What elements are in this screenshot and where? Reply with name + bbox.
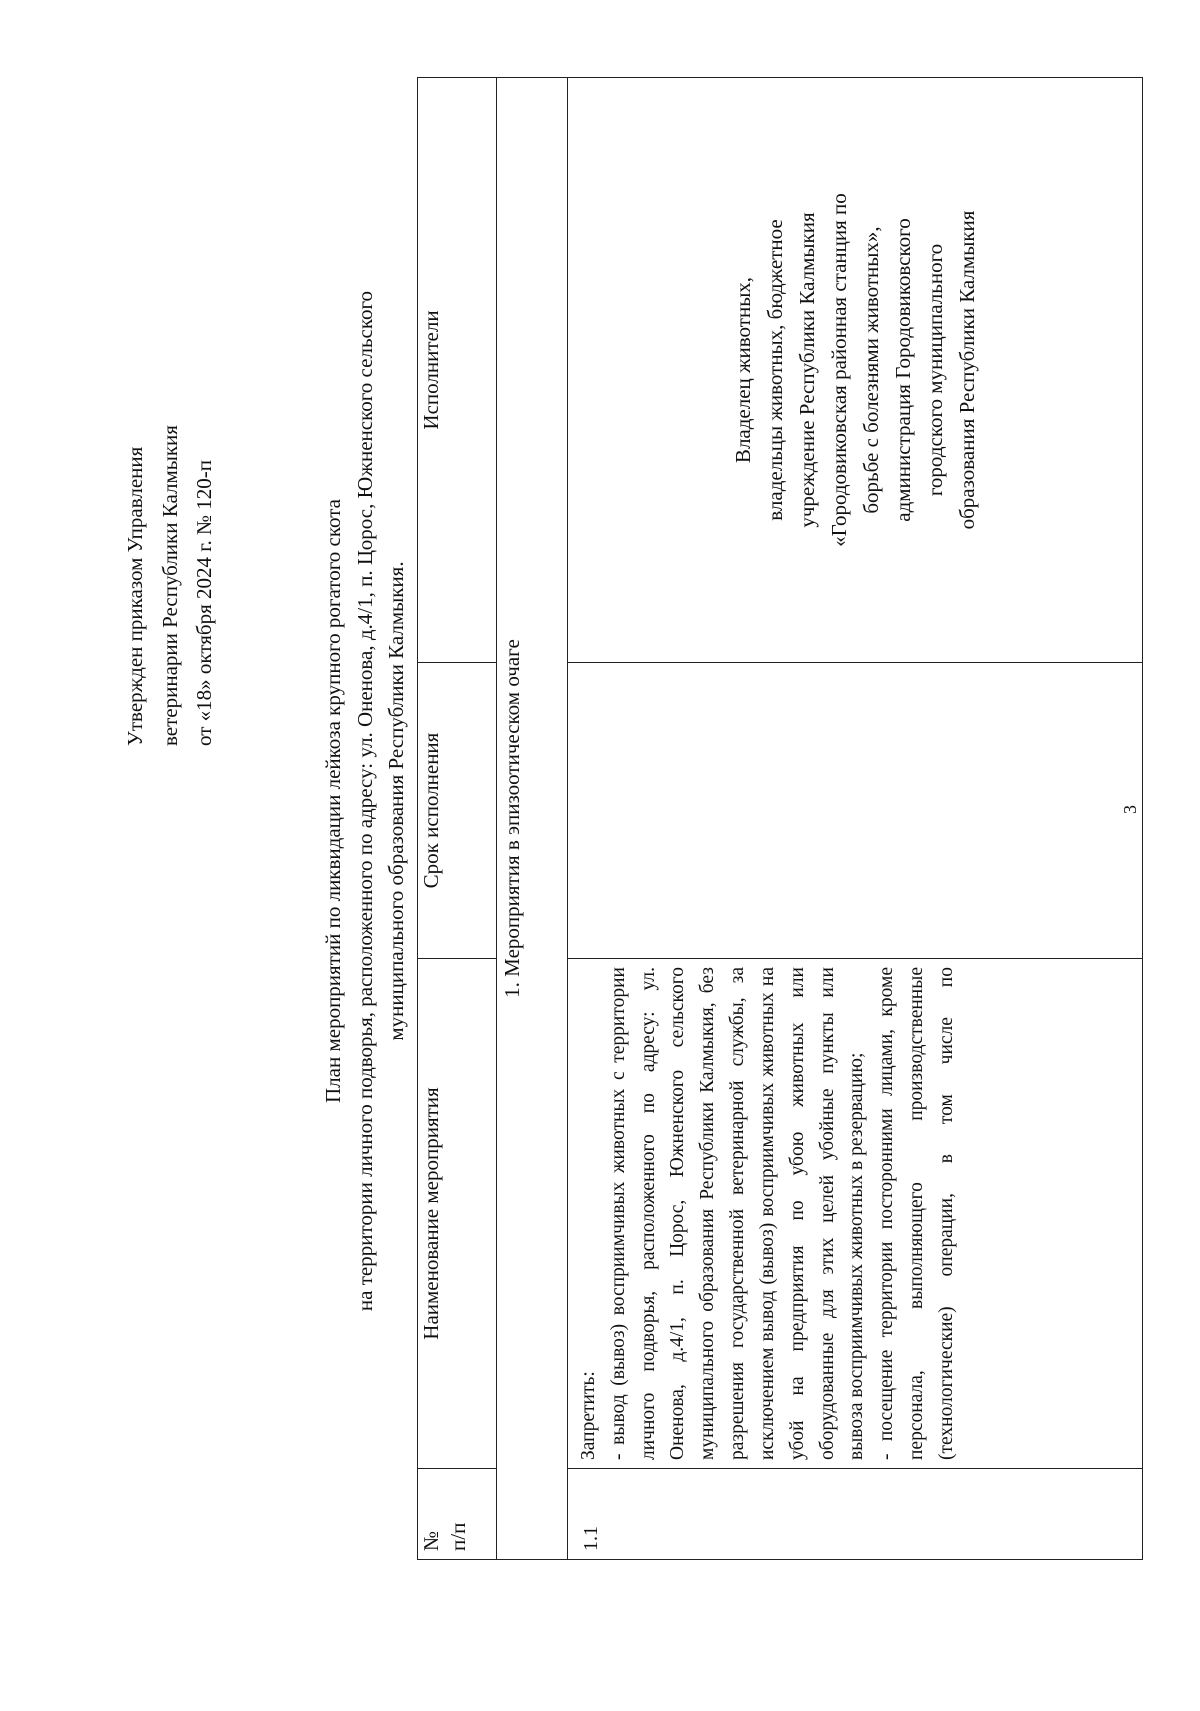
executor-line: учреждение Республики Калмыкия xyxy=(794,212,819,528)
row-term xyxy=(568,663,1143,959)
page-number: 3 xyxy=(1120,805,1140,814)
header-executors: Исполнители xyxy=(418,78,497,663)
approval-stamp xyxy=(118,106,222,746)
measure-item: - вывод (вывоз) восприимчивых животных с территории личного подворья, расположенного по адресу: ул. Оненова, д.4/1, п. Цорос, Южненского сельского муниципального образования Республики Калмыкия, без разрешения государственной ветеринарной службы, за исключением вывод (вывоз) восприимчивых животных на убой на предприятия по убою животных или оборудованные для этих целей убойные пункты или вывоза восприимчивых животных в резервацию; xyxy=(607,967,868,1460)
header-number: № п/п xyxy=(418,1469,497,1560)
plan-title-line: План мероприятий по ликвидации лейкоза крупного рогатого скота xyxy=(321,499,345,1103)
executor-line: образования Республики Калмыкия xyxy=(955,210,980,530)
approval-line: от «18» октября 2024 г. № 120-п xyxy=(192,460,217,746)
executor-line: борьбе с болезнями животных», xyxy=(859,226,883,514)
executor-line: «Городовиковская районная станция по xyxy=(826,193,851,547)
executor-line: владельцы животных, бюджетное xyxy=(762,219,787,521)
executor-line: Владелец животных, xyxy=(730,276,755,464)
executor-line: администрация Городовиковского xyxy=(891,218,916,522)
header-term: Срок исполнения xyxy=(418,663,497,959)
measure-intro: Запретить: xyxy=(578,1371,599,1460)
approval-line: ветеринарии Республики Калмыкия xyxy=(157,425,182,746)
row-executors xyxy=(568,78,1143,663)
table-row xyxy=(568,78,1143,1560)
executor-line: городского муниципального xyxy=(923,243,948,497)
row-number: 1.1 xyxy=(568,1469,1143,1560)
approval-line: Утвержден приказом Управления xyxy=(123,446,147,746)
plan-title-line: муниципального образования Республики Калмыкия. xyxy=(384,561,408,1041)
plan-title xyxy=(318,151,413,1451)
plan-title-line: на территории личного подворья, расположенного по адресу: ул. Оненова, д.4/1, п. Цорос, Южненского сельского xyxy=(352,290,377,1312)
section-row xyxy=(497,78,568,1560)
measure-item: - посещение территории посторонними лицами, кроме персонала, выполняющего производственные (технологические) операции, в том числе по xyxy=(876,967,957,1460)
header-name: Наименование мероприятия xyxy=(418,959,497,1469)
row-measure-text xyxy=(568,959,1143,1469)
section-title: 1. Мероприятия в эпизоотическом очаге xyxy=(497,78,568,1560)
plan-table xyxy=(417,77,1143,1560)
table-header-row xyxy=(418,78,497,1560)
